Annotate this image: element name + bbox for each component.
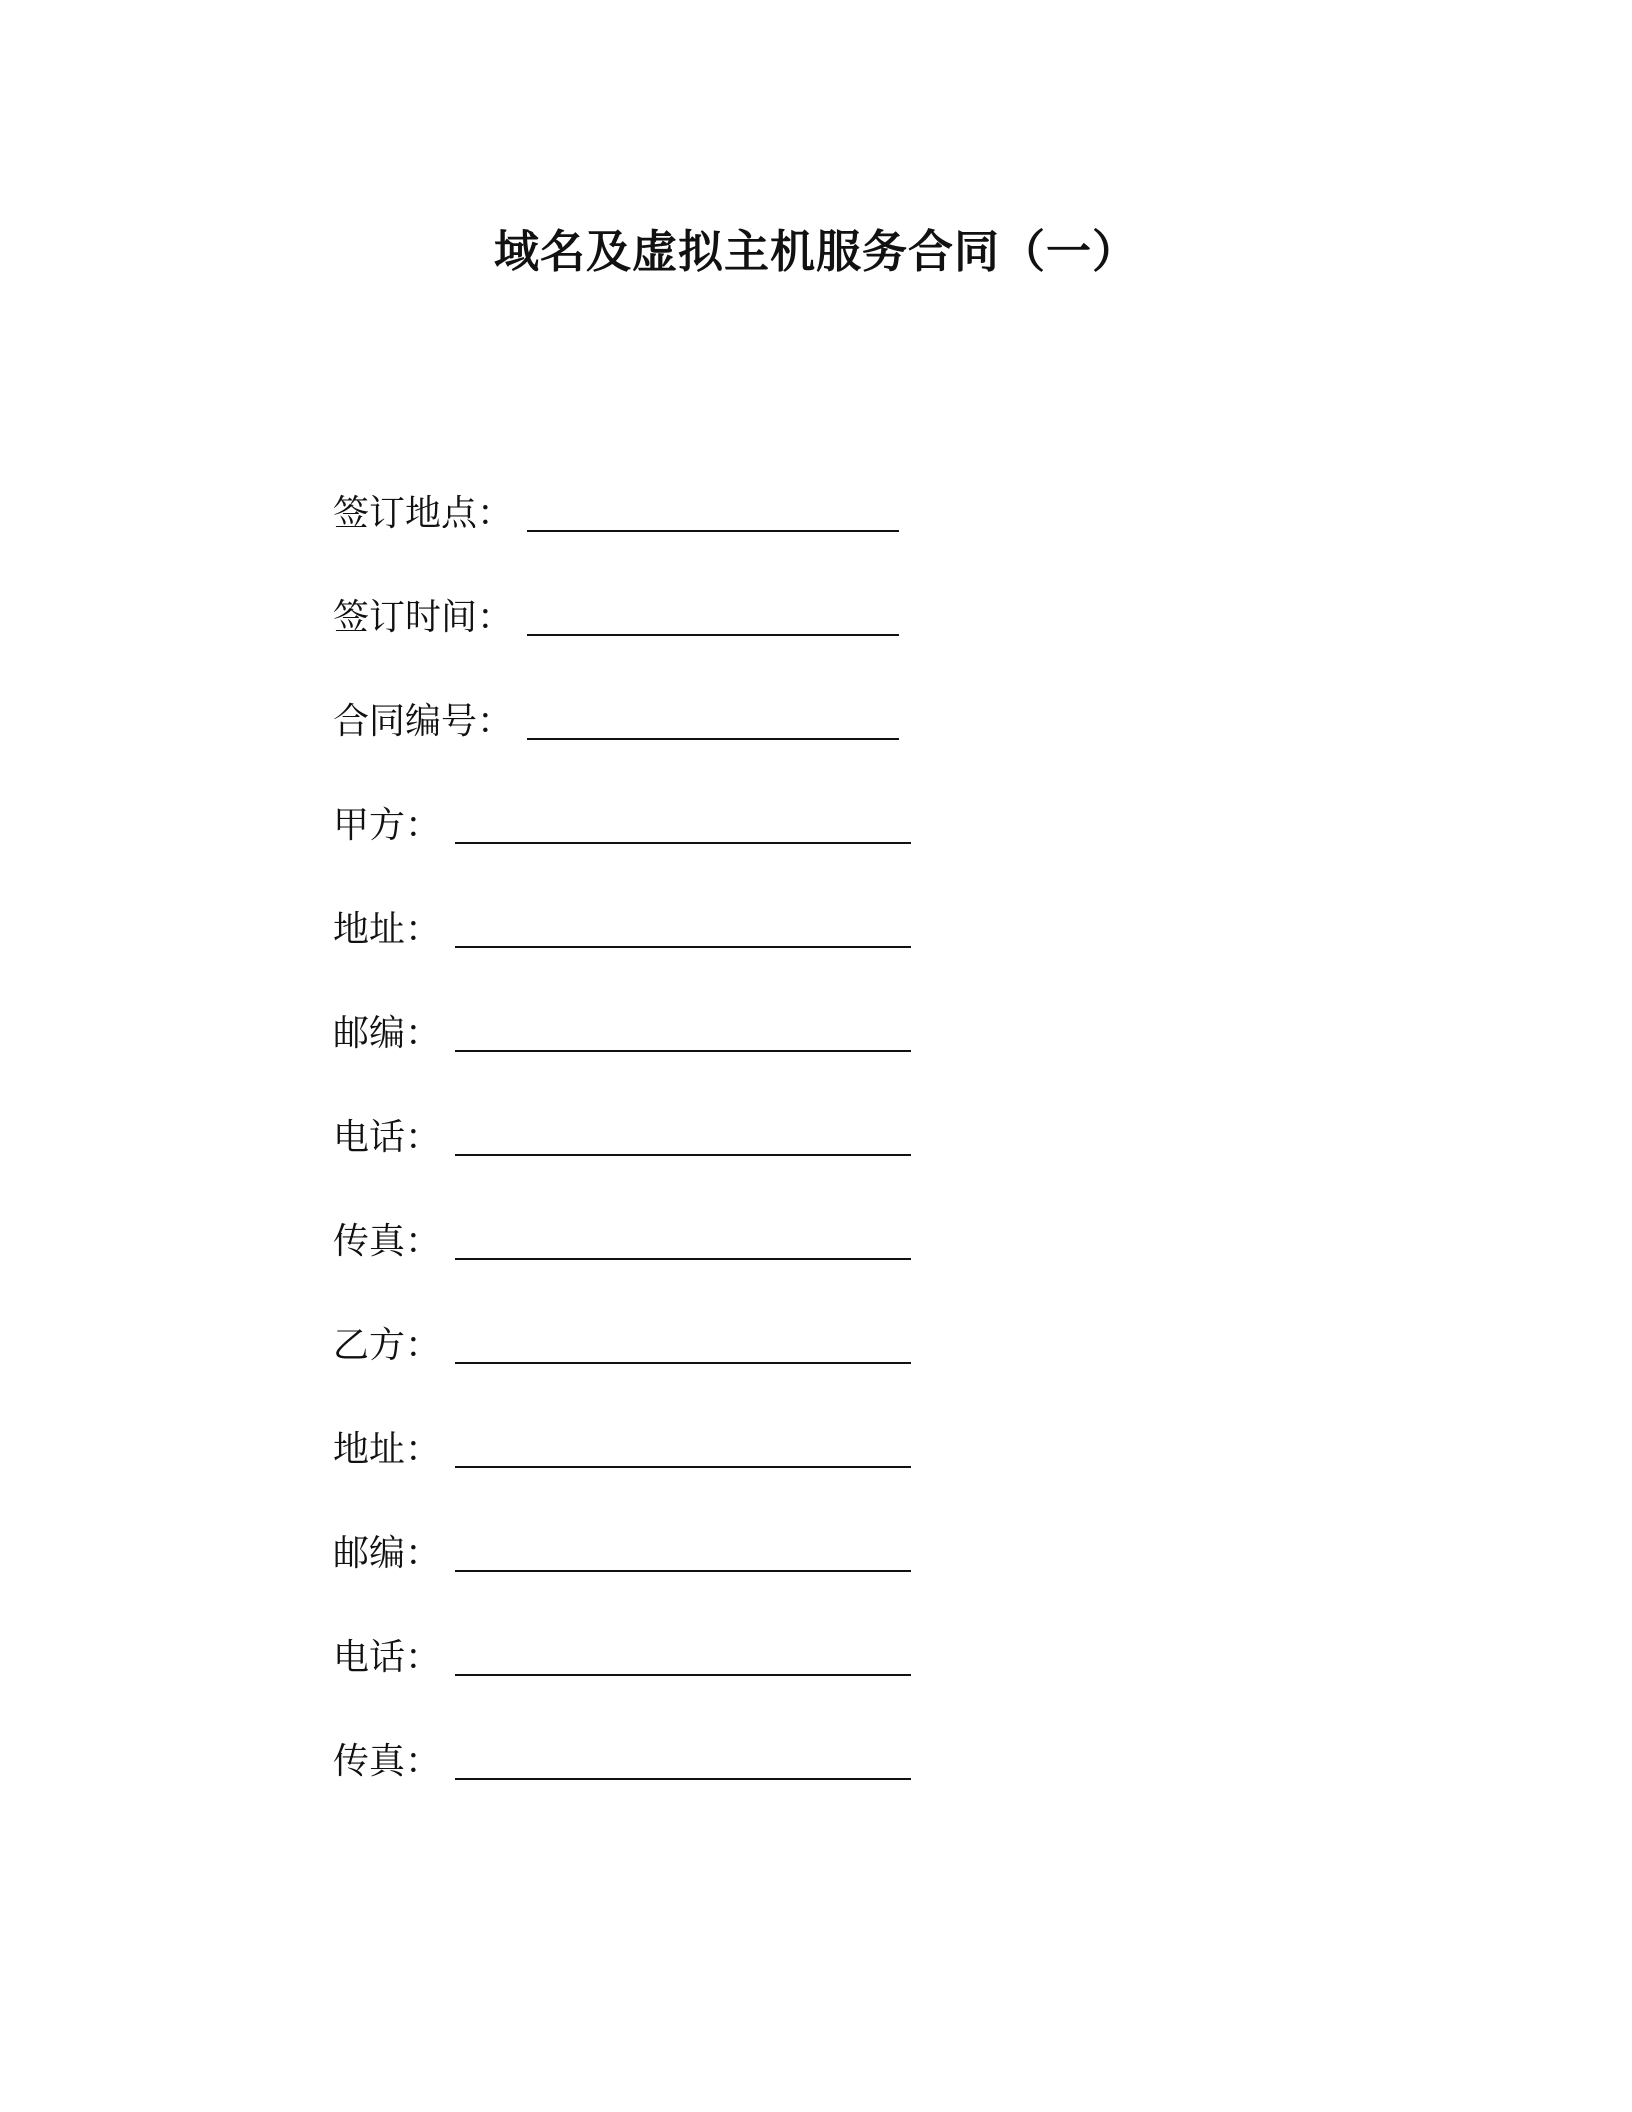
- blank-line[interactable]: [527, 594, 899, 636]
- field-party-b-phone: [333, 1634, 1233, 1738]
- blank-line[interactable]: [455, 1010, 911, 1052]
- field-label: 签订时间：: [333, 597, 514, 638]
- field-label: 甲方：: [333, 805, 442, 846]
- blank-line[interactable]: [527, 698, 899, 740]
- blank-line[interactable]: [455, 1218, 911, 1260]
- field-label: 传真：: [333, 1221, 442, 1262]
- field-contract-number: [333, 698, 1233, 802]
- blank-line[interactable]: [455, 1530, 911, 1572]
- contract-fields: [333, 490, 1233, 1842]
- blank-line[interactable]: [455, 1738, 911, 1780]
- field-signing-place: [333, 490, 1233, 594]
- field-label: 乙方：: [333, 1325, 442, 1366]
- field-party-b-fax: [333, 1738, 1233, 1842]
- blank-line[interactable]: [455, 802, 911, 844]
- field-party-a-address: [333, 906, 1233, 1010]
- field-party-a: [333, 802, 1233, 906]
- blank-line[interactable]: [455, 906, 911, 948]
- field-label: 签订地点：: [333, 493, 514, 534]
- field-label: 合同编号：: [333, 701, 514, 742]
- field-party-b-postcode: [333, 1530, 1233, 1634]
- document-title: 域名及虚拟主机服务合同（一）: [493, 225, 1138, 278]
- field-label: 邮编：: [333, 1013, 442, 1054]
- field-party-b-address: [333, 1426, 1233, 1530]
- field-label: 电话：: [333, 1637, 442, 1678]
- field-signing-time: [333, 594, 1233, 698]
- blank-line[interactable]: [527, 490, 899, 532]
- blank-line[interactable]: [455, 1634, 911, 1676]
- field-party-b: [333, 1322, 1233, 1426]
- field-label: 电话：: [333, 1117, 442, 1158]
- field-party-a-fax: [333, 1218, 1233, 1322]
- field-label: 地址：: [333, 1429, 442, 1470]
- field-party-a-postcode: [333, 1010, 1233, 1114]
- blank-line[interactable]: [455, 1426, 911, 1468]
- field-party-a-phone: [333, 1114, 1233, 1218]
- field-label: 邮编：: [333, 1533, 442, 1574]
- blank-line[interactable]: [455, 1114, 911, 1156]
- field-label: 地址：: [333, 909, 442, 950]
- field-label: 传真：: [333, 1741, 442, 1782]
- blank-line[interactable]: [455, 1322, 911, 1364]
